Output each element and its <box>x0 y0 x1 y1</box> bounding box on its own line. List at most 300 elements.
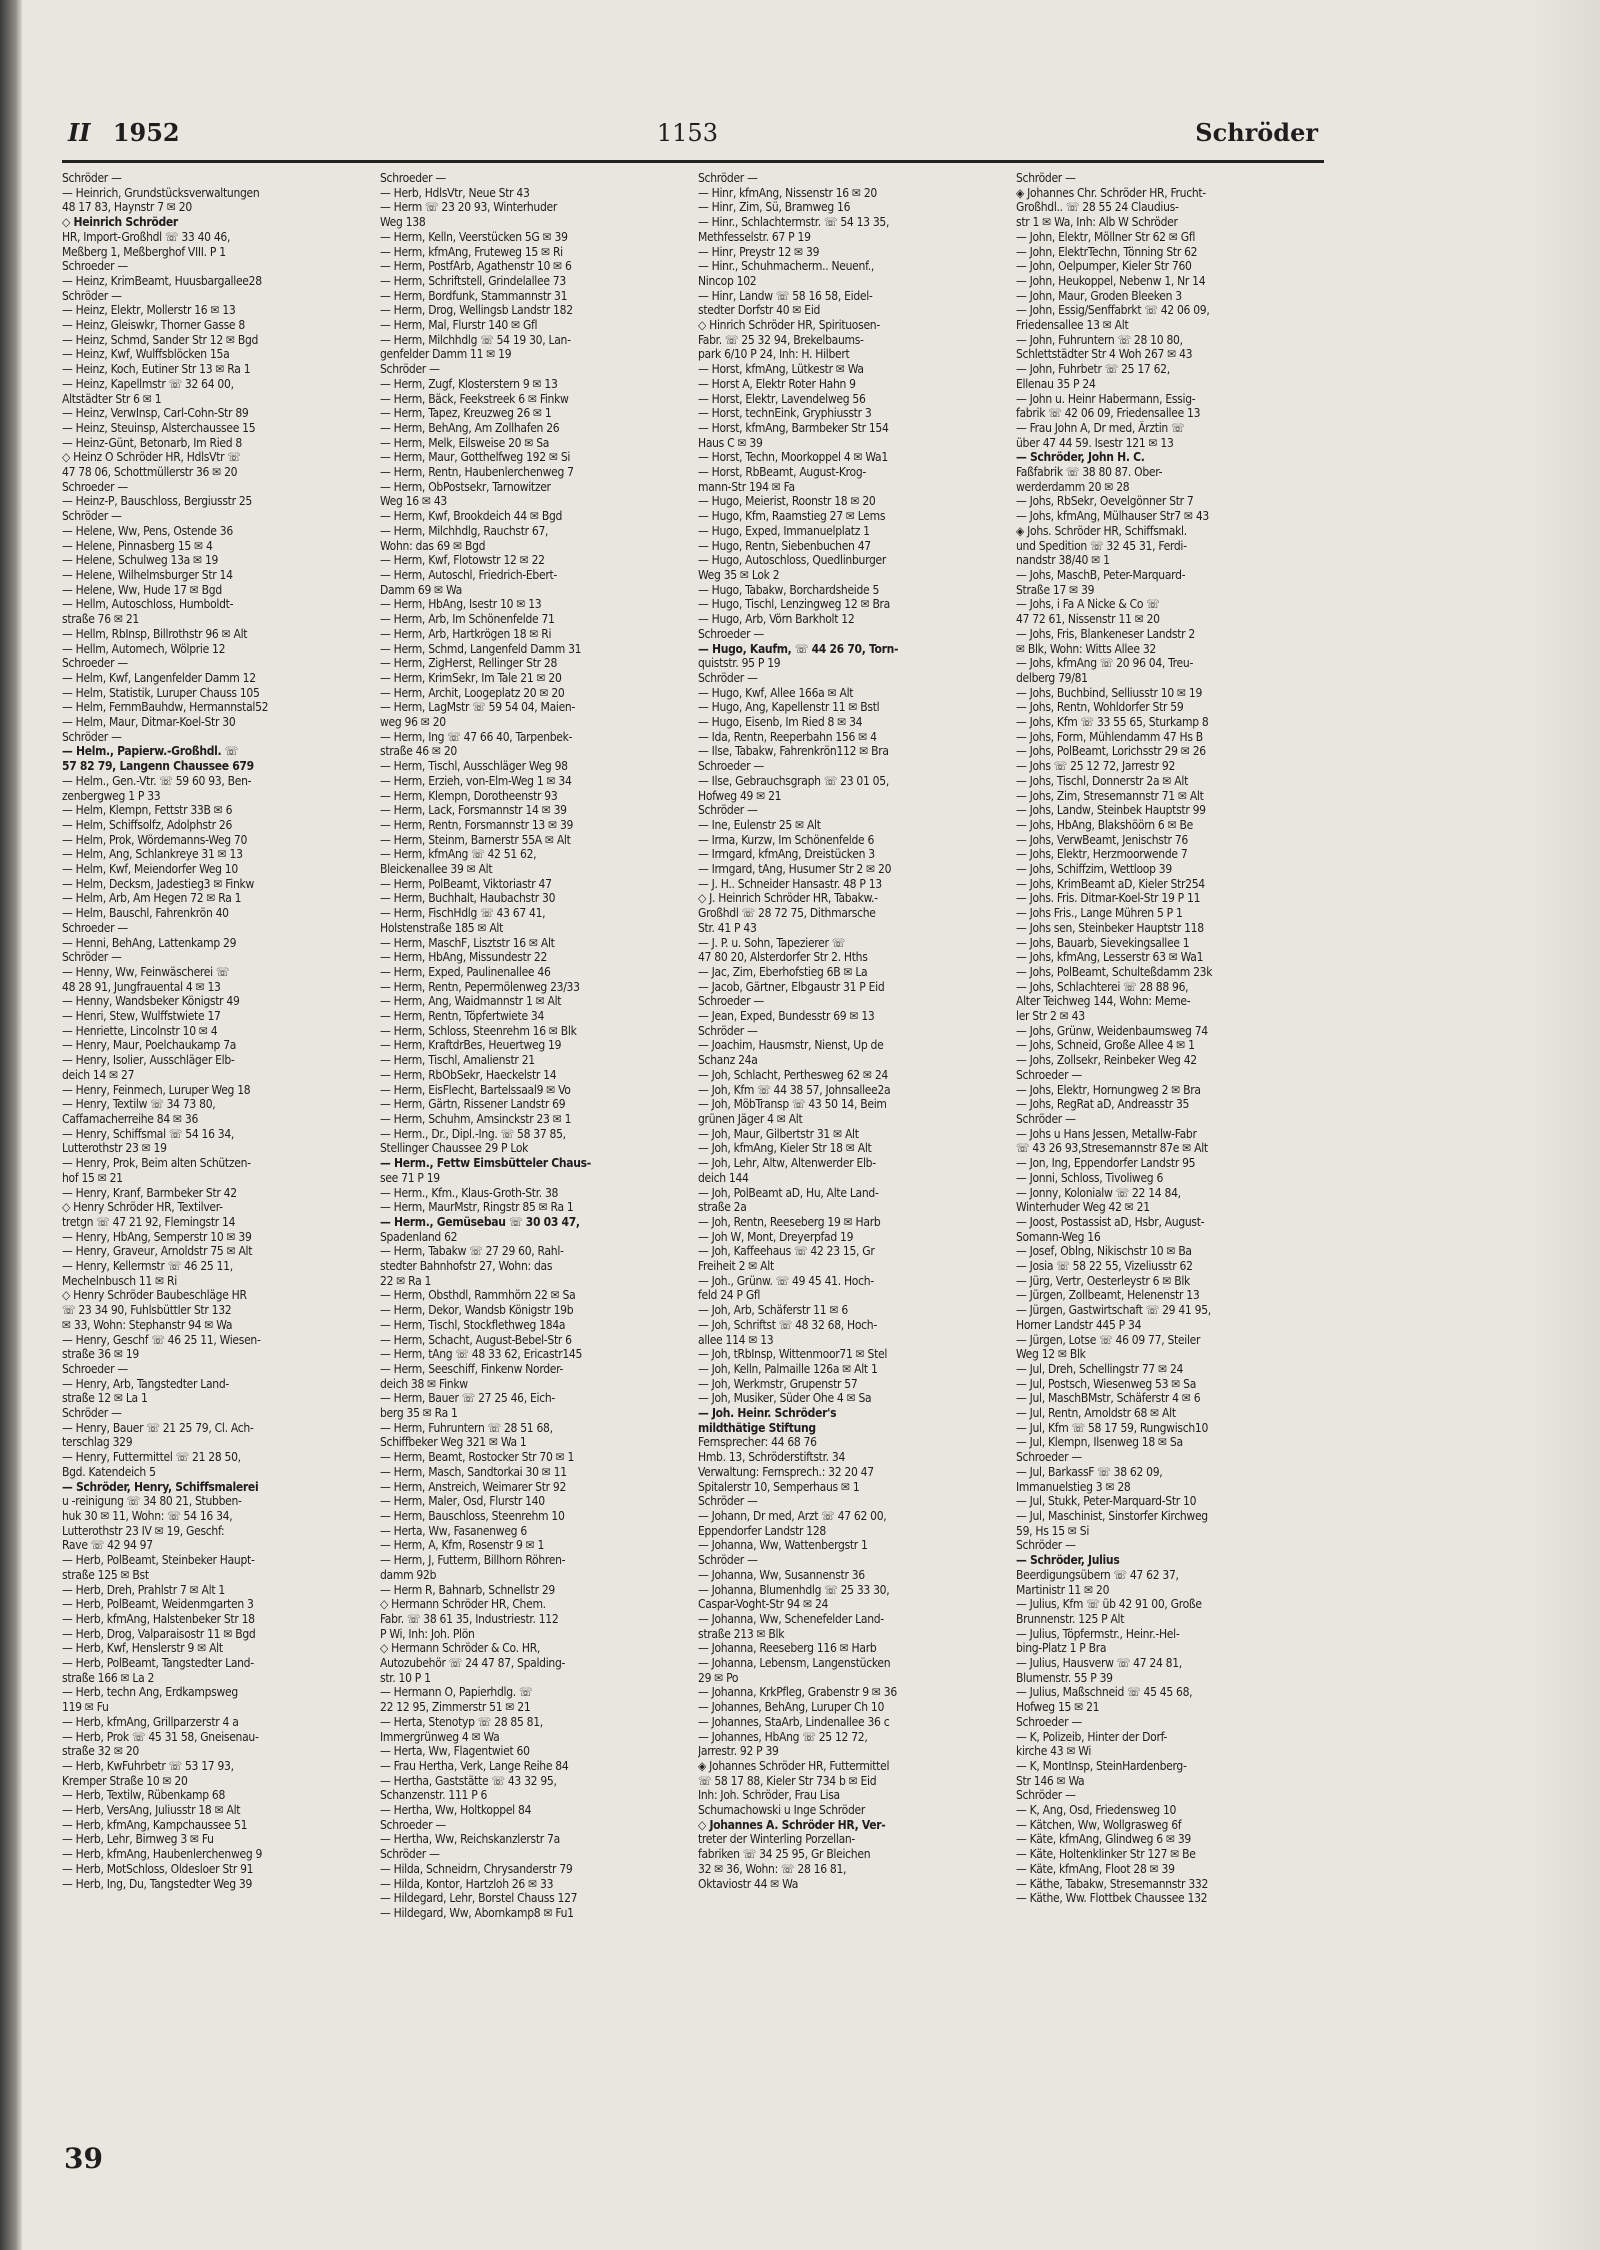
directory-entry-line: — Johs, Form, Mühlendamm 47 Hs B <box>1016 729 1203 744</box>
directory-entry-line: — Herm, HbAng, Isestr 10 ✉ 13 <box>380 597 542 612</box>
directory-entry-line: 22 12 95, Zimmerstr 51 ✉ 21 <box>380 1700 531 1715</box>
directory-entry-line: deich 14 ✉ 27 <box>62 1067 135 1082</box>
directory-entry-line: — Herm, EisFlecht, Bartelssaal9 ✉ Vo <box>380 1082 571 1097</box>
directory-entry-line: — Herm, Rentn, Forsmannstr 13 ✉ 39 <box>380 817 574 832</box>
directory-entry-line: — Herb, PolBeamt, Steinbeker Haupt- <box>62 1553 255 1568</box>
directory-entry-line: Nincop 102 <box>698 273 757 288</box>
directory-entry-line: — Jul, Klempn, Ilsenweg 18 ✉ Sa <box>1016 1435 1183 1450</box>
directory-entry-line: — Hinr., Schlachtermstr. ☏ 54 13 35, <box>698 215 890 230</box>
directory-entry-line: — Helene, Pinnasberg 15 ✉ 4 <box>62 538 213 553</box>
directory-entry-line: — Herm, Tabakw ☏ 27 29 60, Rahl- <box>380 1244 564 1259</box>
directory-entry-line: — Horst, Techn, Moorkoppel 4 ✉ Wa1 <box>698 450 888 465</box>
directory-entry-line: straße 166 ✉ La 2 <box>62 1670 155 1685</box>
directory-entry-line: — Hugo, Exped, Immanuelplatz 1 <box>698 523 870 538</box>
directory-entry-line: — Johs, HbAng, Blakshöörn 6 ✉ Be <box>1016 817 1193 832</box>
directory-entry-line: — Jonny, Kolonialw ☏ 22 14 84, <box>1016 1185 1181 1200</box>
directory-entry-line: — Herm, ZigHerst, Rellinger Str 28 <box>380 656 558 671</box>
directory-entry-line: — Käte, Holtenklinker Str 127 ✉ Be <box>1016 1847 1196 1862</box>
directory-entry-line: terschlag 329 <box>62 1435 133 1450</box>
directory-entry-line: — Herm, Maur, Gotthelfweg 192 ✉ Si <box>380 450 571 465</box>
directory-entry-line: — Herm, Ang, Waidmannstr 1 ✉ Alt <box>380 994 562 1009</box>
directory-entry-line: — Jul, Maschinist, Sinstorfer Kirchweg <box>1016 1508 1208 1523</box>
directory-entry-line: ☏ 43 26 93,Stresemannstr 87e ✉ Alt <box>1016 1141 1208 1156</box>
directory-entry-line: genfelder Damm 11 ✉ 19 <box>380 347 512 362</box>
directory-entry-line: park 6/10 P 24, Inh: H. Hilbert <box>698 347 850 362</box>
directory-entry-line: — Hugo, Ang, Kapellenstr 11 ✉ Bstl <box>698 700 880 715</box>
directory-entry-line: — Joh, Schlacht, Perthesweg 62 ✉ 24 <box>698 1067 888 1082</box>
directory-entry-line: straße 2a <box>698 1200 747 1215</box>
directory-entry-line: — Julius, Töpfermstr., Heinr.-Hel- <box>1016 1626 1180 1641</box>
directory-entry-line: 47 72 61, Nissenstr 11 ✉ 20 <box>1016 612 1160 627</box>
directory-entry-line: — Irmgard, kfmAng, Dreistücken 3 <box>698 847 875 862</box>
directory-entry-line: — Herm, Dekor, Wandsb Königstr 19b <box>380 1303 574 1318</box>
directory-entry-line: — Herb, techn Ang, Erdkampsweg <box>62 1685 238 1700</box>
directory-entry-line: straße 36 ✉ 19 <box>62 1347 139 1362</box>
directory-entry-line: — Herm, Obsthdl, Rammhörn 22 ✉ Sa <box>380 1288 576 1303</box>
directory-entry-line: Caffamacherreihe 84 ✉ 36 <box>62 1112 199 1126</box>
directory-entry-line: — Herm, Zugf, Klosterstern 9 ✉ 13 <box>380 376 558 391</box>
directory-entry-line: — Hugo, Tabakw, Borchardsheide 5 <box>698 582 880 597</box>
directory-entry-line: — Herm, Tischl, Stockflethweg 184a <box>380 1317 566 1332</box>
directory-entry-line: — John, Fuhrbetr ☏ 25 17 62, <box>1016 362 1170 377</box>
column-4 <box>1016 171 1320 2161</box>
directory-entry-line: Weg 138 <box>380 215 426 230</box>
directory-entry-line: — Helm, Bauschl, Fahrenkrön 40 <box>62 906 229 921</box>
directory-entry-line: Schröder — <box>62 509 122 524</box>
directory-entry-line: — Johannes, StaArb, Lindenallee 36 c <box>698 1714 890 1729</box>
directory-entry-line: Schröder — <box>62 288 122 303</box>
directory-entry-line: ◇ Hermann Schröder & Co. HR, <box>380 1641 541 1656</box>
directory-entry-line: — Herta, Stenotyp ☏ 28 85 81, <box>380 1714 543 1729</box>
directory-entry-line: Schröder — <box>1016 1112 1076 1126</box>
directory-entry-line: — Julius, Maßschneid ☏ 45 45 68, <box>1016 1685 1193 1700</box>
directory-entry-line: — Herb, PolBeamt, Weidenmgarten 3 <box>62 1597 254 1612</box>
directory-entry-line: — Johs, Grünw, Weidenbaumsweg 74 <box>1016 1023 1208 1038</box>
directory-entry-line: — Henry, Geschf ☏ 46 25 11, Wiesen- <box>62 1332 261 1347</box>
directory-entry-line: damm 92b <box>380 1567 437 1582</box>
directory-entry-line: — Hermann O, Papierhdlg. ☏ <box>380 1685 533 1700</box>
directory-entry-line: — Herm, Schuhm, Amsinckstr 23 ✉ 1 <box>380 1112 572 1126</box>
directory-entry-line: — Jürgen, Zollbeamt, Helenenstr 13 <box>1016 1288 1200 1303</box>
directory-entry-line: — Herm, Tapez, Kreuzweg 26 ✉ 1 <box>380 406 552 421</box>
directory-entry-line: — Frau Hertha, Verk, Lange Reihe 84 <box>380 1758 569 1773</box>
directory-entry-line: 119 ✉ Fu <box>62 1700 109 1715</box>
directory-entry-line: straße 32 ✉ 20 <box>62 1744 139 1759</box>
directory-entry-line: — Herm, Erzieh, von-Elm-Weg 1 ✉ 34 <box>380 773 572 788</box>
directory-entry-line: Schroeder — <box>698 626 764 641</box>
running-head-name: Schröder <box>1195 118 1318 147</box>
directory-entry-line: — Josia ☏ 58 22 55, Vizeliusstr 62 <box>1016 1259 1193 1274</box>
directory-entry-line: — Horst, RbBeamt, August-Krog- <box>698 465 867 480</box>
directory-entry-line: Immergrünweg 4 ✉ Wa <box>380 1729 500 1744</box>
directory-entry-line: Str 146 ✉ Wa <box>1016 1773 1085 1788</box>
directory-entry-line: — Johanna, Blumenhdlg ☏ 25 33 30, <box>698 1582 890 1597</box>
directory-entry-line: huk 30 ✉ 11, Wohn: ☏ 54 16 34, <box>62 1508 233 1523</box>
directory-entry-line: Holstenstraße 185 ✉ Alt <box>380 920 504 935</box>
directory-entry-line: — Johs, Schiffzim, Wettloop 39 <box>1016 862 1172 877</box>
directory-entry-line: — Heinz, Koch, Eutiner Str 13 ✉ Ra 1 <box>62 362 251 377</box>
directory-entry-line: Somann-Weg 16 <box>1016 1229 1101 1244</box>
directory-entry-line: — Heinz, Schmd, Sander Str 12 ✉ Bgd <box>62 332 259 347</box>
directory-entry-line: Schröder — <box>698 1023 758 1038</box>
header-volume-year <box>68 118 180 147</box>
directory-entry-line: 29 ✉ Po <box>698 1670 739 1685</box>
directory-entry-line: Schröder — <box>62 729 122 744</box>
directory-entry-line: Friedensallee 13 ✉ Alt <box>1016 318 1129 333</box>
directory-entry-line: — Hugo, Kfm, Raamstieg 27 ✉ Lems <box>698 509 886 524</box>
directory-entry-line: — Johs, Bauarb, Sievekingsallee 1 <box>1016 935 1190 950</box>
directory-entry-line: — Henry, Kranf, Barmbeker Str 42 <box>62 1185 237 1200</box>
directory-entry-line: Schröder — <box>1016 1788 1076 1803</box>
directory-entry-line: — Hinr, kfmAng, Nissenstr 16 ✉ 20 <box>698 185 877 200</box>
directory-entry-line: stedter Bahnhofstr 27, Wohn: das <box>380 1259 553 1274</box>
directory-entry-line: Schroeder — <box>1016 1714 1082 1729</box>
page-shadow <box>1530 0 1600 2250</box>
directory-entry-line: grünen Jäger 4 ✉ Alt <box>698 1112 803 1126</box>
page-number: 1153 <box>656 119 718 147</box>
directory-entry-line: — Herm, Rentn, Haubenlerchenweg 7 <box>380 465 574 480</box>
directory-entry-line: 57 82 79, Langenn Chaussee 679 <box>62 759 254 774</box>
directory-entry-line: — Helm, FernmBauhdw, Hermannstal52 <box>62 700 269 715</box>
directory-entry-line: — Herm, Arb, Hartkrögen 18 ✉ Ri <box>380 626 552 641</box>
directory-entry-line: ☏ 58 17 88, Kieler Str 734 b ✉ Eid <box>698 1773 877 1788</box>
directory-entry-line: Freiheit 2 ✉ Alt <box>698 1259 774 1274</box>
directory-entry-line: berg 35 ✉ Ra 1 <box>380 1406 458 1421</box>
directory-entry-line: Damm 69 ✉ Wa <box>380 582 462 597</box>
directory-entry-line: ☏ 23 34 90, Fuhlsbüttler Str 132 <box>62 1303 232 1318</box>
directory-entry-line: Kremper Straße 10 ✉ 20 <box>62 1773 188 1788</box>
directory-entry-line: ✉ 33, Wohn: Stephanstr 94 ✉ Wa <box>62 1317 233 1332</box>
directory-entry-line: — Herb, Textilw, Rübenkamp 68 <box>62 1788 226 1803</box>
directory-entry-line: — Herm, Masch, Sandtorkai 30 ✉ 11 <box>380 1464 567 1479</box>
directory-entry-line: — Joachim, Hausmstr, Nienst, Up de <box>698 1038 884 1053</box>
directory-entry-line: — Henry, Arb, Tangstedter Land- <box>62 1376 229 1391</box>
directory-entry-line: — Hellm, Autoschloss, Humboldt- <box>62 597 234 612</box>
directory-entry-line: Schroeder — <box>62 259 128 274</box>
directory-entry-line: — Irmgard, tAng, Husumer Str 2 ✉ 20 <box>698 862 892 877</box>
directory-entry-line: — Jul, Dreh, Schellingstr 77 ✉ 24 <box>1016 1361 1184 1376</box>
directory-entry-line: — Joh, Maur, Gilbertstr 31 ✉ Alt <box>698 1126 859 1141</box>
directory-entry-line: Schiffbeker Weg 321 ✉ Wa 1 <box>380 1435 527 1450</box>
directory-entry-line: — Joh, Arb, Schäferstr 11 ✉ 6 <box>698 1303 848 1318</box>
directory-entry-line: — Johs, PolBeamt, Schulteßdamm 23k <box>1016 964 1213 979</box>
directory-entry-line: ◈ Johs. Schröder HR, Schiffsmakl. <box>1016 523 1187 538</box>
directory-entry-line: ◇ Johannes A. Schröder HR, Ver- <box>698 1817 886 1832</box>
directory-entry-line: — Herm, Anstreich, Weimarer Str 92 <box>380 1479 567 1494</box>
directory-entry-line: Winterhuder Weg 42 ✉ 21 <box>1016 1200 1150 1215</box>
directory-entry-line: — Hugo, Arb, Vörn Barkholt 12 <box>698 612 855 627</box>
directory-entry-line: — John, Fuhruntern ☏ 28 10 80, <box>1016 332 1183 347</box>
directory-entry-line: Verwaltung: Fernsprech.: 32 20 47 <box>698 1464 874 1479</box>
directory-entry-line: Martinistr 11 ✉ 20 <box>1016 1582 1110 1597</box>
directory-entry-line: Schröder — <box>380 1847 440 1862</box>
directory-entry-line: — Herm., Fettw Eimsbütteler Chaus- <box>380 1156 591 1171</box>
directory-entry-line: — Herm, kfmAng ☏ 42 51 62, <box>380 847 537 862</box>
directory-entry-line: Hofweg 49 ✉ 21 <box>698 788 782 803</box>
directory-entry-line: str. 10 P 1 <box>380 1670 431 1685</box>
directory-entry-line: — Joh, Schriftst ☏ 48 32 68, Hoch- <box>698 1317 877 1332</box>
directory-entry-line: — Johs, RegRat aD, Andreasstr 35 <box>1016 1097 1190 1112</box>
directory-entry-line: — Henry, Schiffsmal ☏ 54 16 34, <box>62 1126 235 1141</box>
directory-entry-line: Schroeder — <box>62 656 128 671</box>
directory-entry-line: — Henny, Ww, Feinwäscherei ☏ <box>62 964 230 979</box>
directory-entry-line: — Ilse, Tabakw, Fahrenkrön112 ✉ Bra <box>698 744 889 759</box>
directory-entry-line: — Hugo, Meierist, Roonstr 18 ✉ 20 <box>698 494 876 509</box>
directory-entry-line: — John, Maur, Groden Bleeken 3 <box>1016 288 1182 303</box>
column-3 <box>698 171 1002 2161</box>
directory-entry-line: — Hugo, Eisenb, Im Ried 8 ✉ 34 <box>698 715 863 730</box>
directory-entry-line: — Helm., Papierw.-Großhdl. ☏ <box>62 744 238 759</box>
directory-entry-line: Fernsprecher: 44 68 76 <box>698 1435 817 1450</box>
directory-entry-line: — Johanna, KrkPfleg, Grabenstr 9 ✉ 36 <box>698 1685 897 1700</box>
directory-entry-line: u -reinigung ☏ 34 80 21, Stubben- <box>62 1494 242 1509</box>
directory-entry-line: — Hinr., Schuhmacherm.. Neuenf., <box>698 259 874 274</box>
directory-entry-line: — J. H.. Schneider Hansastr. 48 P 13 <box>698 876 882 891</box>
directory-entry-line: — Herm, Fuhruntern ☏ 28 51 68, <box>380 1420 553 1435</box>
directory-entry-line: — Herm, Autoschl, Friedrich-Ebert- <box>380 567 557 582</box>
directory-entry-line: ◇ Henry Schröder HR, Textilver- <box>62 1200 223 1215</box>
directory-entry-line: — Herm, Beamt, Rostocker Str 70 ✉ 1 <box>380 1450 575 1465</box>
directory-entry-line: — Jacob, Gärtner, Elbgaustr 31 P Eid <box>698 979 885 994</box>
directory-entry-line: — Henry, Prok, Beim alten Schützen- <box>62 1156 251 1171</box>
directory-entry-line: — Henry, Feinmech, Luruper Weg 18 <box>62 1082 251 1097</box>
directory-entry-line: — Herm, Lack, Forsmannstr 14 ✉ 39 <box>380 803 567 818</box>
directory-entry-line: — Hellm, Automech, Wölprie 12 <box>62 641 226 656</box>
directory-entry-line: — Herm, LagMstr ☏ 59 54 04, Maien- <box>380 700 576 715</box>
directory-entry-line: ◇ Hinrich Schröder HR, Spirituosen- <box>698 318 880 333</box>
directory-entry-line: straße 12 ✉ La 1 <box>62 1391 148 1406</box>
directory-entry-line: — Helm, Kwf, Meiendorfer Weg 10 <box>62 862 238 877</box>
directory-entry-line: Schroeder — <box>1016 1067 1082 1082</box>
directory-entry-line: bing-Platz 1 P Bra <box>1016 1641 1107 1656</box>
directory-entry-line: — John, Heukoppel, Nebenw 1, Nr 14 <box>1016 273 1206 288</box>
directory-entry-line: — Herm, Rentn, Töpfertwiete 34 <box>380 1009 545 1024</box>
directory-entry-line: 32 ✉ 36, Wohn: ☏ 28 16 81, <box>698 1861 847 1876</box>
volume-number: II <box>68 118 91 147</box>
directory-entry-line: — Johs. Fris. Ditmar-Koel-Str 19 P 11 <box>1016 891 1201 906</box>
directory-entry-line: — Ilse, Gebrauchsgraph ☏ 23 01 05, <box>698 773 889 788</box>
directory-entry-line: ler Str 2 ✉ 43 <box>1016 1009 1085 1024</box>
directory-entry-line: Bleickenallee 39 ✉ Alt <box>380 862 493 877</box>
directory-entry-line: — Herb, Lehr, Birnweg 3 ✉ Fu <box>62 1832 214 1847</box>
directory-entry-line: Hmb. 13, Schröderstiftstr. 34 <box>698 1450 846 1465</box>
directory-entry-line: — Johs, Schneid, Große Allee 4 ✉ 1 <box>1016 1038 1195 1053</box>
directory-entry-line: Weg 35 ✉ Lok 2 <box>698 567 780 582</box>
directory-entry-line: — Jul, Postsch, Wiesenweg 53 ✉ Sa <box>1016 1376 1197 1391</box>
directory-entry-line: Schanz 24a <box>698 1053 758 1068</box>
directory-entry-line: — Hildegard, Ww, Abornkamp8 ✉ Fu1 <box>380 1905 574 1920</box>
directory-entry-line: 48 17 83, Haynstr 7 ✉ 20 <box>62 200 192 215</box>
directory-entry-line: Schroeder — <box>62 920 128 935</box>
directory-entry-line: — Herm, FischHdlg ☏ 43 67 41, <box>380 906 546 921</box>
directory-entry-line: — Johs, Rentn, Wohldorfer Str 59 <box>1016 700 1184 715</box>
directory-entry-line: — Hugo, Kwf, Allee 166a ✉ Alt <box>698 685 854 700</box>
directory-entry-line: — Hugo, Tischl, Lenzingweg 12 ✉ Bra <box>698 597 890 612</box>
directory-entry-line: Schröder — <box>698 1494 758 1509</box>
directory-entry-line: P Wi, Inh: Joh. Plön <box>380 1626 475 1641</box>
directory-entry-line: — Johs, Landw, Steinbek Hauptstr 99 <box>1016 803 1206 818</box>
directory-entry-line: — Käte, kfmAng, Glindweg 6 ✉ 39 <box>1016 1832 1191 1847</box>
directory-entry-line: — Johs, kfmAng, Lesserstr 63 ✉ Wa1 <box>1016 950 1204 965</box>
column-2 <box>380 171 684 2161</box>
directory-entry-line: — Jonni, Schloss, Tivoliweg 6 <box>1016 1170 1164 1185</box>
directory-entry-line: — Herm, BehAng, Am Zollhafen 26 <box>380 420 560 435</box>
directory-entry-line: — Käthe, Tabakw, Stresemannstr 332 <box>1016 1876 1209 1891</box>
directory-entry-line: Meßberg 1, Meßberghof VIII. P 1 <box>62 244 226 259</box>
directory-entry-line: — Heinz, Kwf, Wulffsblöcken 15a <box>62 347 230 362</box>
directory-entry-line: — Helm, Klempn, Fettstr 33B ✉ 6 <box>62 803 233 818</box>
directory-entry-line: Stellinger Chaussee 29 P Lok <box>380 1141 529 1156</box>
directory-entry-line: — Herm, Schriftstell, Grindelallee 73 <box>380 273 566 288</box>
directory-entry-line: tretgn ☏ 47 21 92, Flemingstr 14 <box>62 1214 236 1229</box>
directory-entry-line: — Henriette, Lincolnstr 10 ✉ 4 <box>62 1023 218 1038</box>
directory-entry-line: fabrik ☏ 42 06 09, Friedensallee 13 <box>1016 406 1201 421</box>
directory-entry-line: — Helm., Gen.-Vtr. ☏ 59 60 93, Ben- <box>62 773 252 788</box>
directory-entry-line: — Herm, HbAng, Missundestr 22 <box>380 950 548 965</box>
directory-entry-line: Oktaviostr 44 ✉ Wa <box>698 1876 799 1891</box>
directory-entry-line: — Jul, Rentn, Arnoldstr 68 ✉ Alt <box>1016 1406 1176 1421</box>
directory-entry-line: — Herm, Arb, Im Schönenfelde 71 <box>380 612 555 627</box>
directory-entry-line: — Johanna, Reeseberg 116 ✉ Harb <box>698 1641 877 1656</box>
directory-entry-line: — Herm, Buchhalt, Haubachstr 30 <box>380 891 556 906</box>
directory-entry-line: — Hildegard, Lehr, Borstel Chauss 127 <box>380 1891 578 1906</box>
directory-entry-line: — Herm, Schloss, Steenrehm 16 ✉ Blk <box>380 1023 577 1038</box>
directory-entry-line: Schröder — <box>380 362 440 377</box>
directory-entry-line: — Joh, tRbInsp, Wittenmoor71 ✉ Stel <box>698 1347 888 1362</box>
directory-entry-line: ◇ Henry Schröder Baubeschläge HR <box>62 1288 247 1303</box>
directory-entry-line: straße 76 ✉ 21 <box>62 612 139 627</box>
directory-entry-line: Schröder — <box>1016 1538 1076 1553</box>
directory-entry-line: 48 28 91, Jungfrauental 4 ✉ 13 <box>62 979 221 994</box>
running-header <box>62 118 1324 158</box>
directory-entry-line: — Johs, Kfm ☏ 33 55 65, Sturkamp 8 <box>1016 715 1209 730</box>
directory-entry-line: Schröder — <box>698 171 758 185</box>
directory-entry-line: — Herm, Schacht, August-Bebel-Str 6 <box>380 1332 572 1347</box>
directory-entry-line: — Herm R, Bahnarb, Schnellstr 29 <box>380 1582 555 1597</box>
directory-entry-line: Schröder — <box>62 171 122 185</box>
directory-entry-line: — Hugo, Rentn, Siebenbuchen 47 <box>698 538 871 553</box>
directory-entry-line: — Herm, ObPostsekr, Tarnowitzer <box>380 479 551 494</box>
directory-entry-line: 47 78 06, Schottmüllerstr 36 ✉ 20 <box>62 465 238 480</box>
directory-entry-line: — Henry, Isolier, Ausschläger Elb- <box>62 1053 235 1068</box>
directory-entry-line: — Schröder, Henry, Schiffsmalerei <box>62 1479 259 1494</box>
directory-entry-line: — Frau John A, Dr med, Ärztin ☏ <box>1016 420 1185 435</box>
directory-entry-line: — Helm, Maur, Ditmar-Koel-Str 30 <box>62 715 236 730</box>
directory-entry-line: ◈ Johannes Schröder HR, Futtermittel <box>698 1758 890 1773</box>
directory-entry-line: hof 15 ✉ 21 <box>62 1170 123 1185</box>
directory-columns <box>62 171 1324 2161</box>
directory-entry-line: ◇ Heinz O Schröder HR, HdlsVtr ☏ <box>62 450 241 465</box>
directory-entry-line: Methfesselstr. 67 P 19 <box>698 229 811 244</box>
directory-entry-line: nandstr 38/40 ✉ 1 <box>1016 553 1110 568</box>
directory-entry-line: — Herb, HdlsVtr, Neue Str 43 <box>380 185 530 200</box>
directory-entry-line: — Hugo, Kaufm, ☏ 44 26 70, Torn- <box>698 641 899 656</box>
directory-entry-line: Immanuelstieg 3 ✉ 28 <box>1016 1479 1131 1494</box>
directory-entry-line: — Herm, Melk, Eilsweise 20 ✉ Sa <box>380 435 550 450</box>
directory-entry-line: treter der Winterling Porzellan- <box>698 1832 856 1847</box>
directory-entry-line: Schröder — <box>698 1553 758 1568</box>
directory-entry-line: — Henry, Bauer ☏ 21 25 79, Cl. Ach- <box>62 1420 254 1435</box>
directory-entry-line: Hofweg 15 ✉ 21 <box>1016 1700 1100 1715</box>
directory-entry-line: — Herm, Exped, Paulinenallee 46 <box>380 964 551 979</box>
directory-entry-line: — Johs, Tischl, Donnerstr 2a ✉ Alt <box>1016 773 1189 788</box>
directory-entry-line: deich 144 <box>698 1170 749 1185</box>
directory-entry-line: — Herm, tAng ☏ 48 33 62, Ericastr145 <box>380 1347 583 1362</box>
directory-entry-line: Spadenland 62 <box>380 1229 458 1244</box>
directory-entry-line: Lutterothstr 23 ✉ 19 <box>62 1141 167 1156</box>
directory-entry-line: — Johs Fris., Lange Mühren 5 P 1 <box>1016 906 1183 921</box>
directory-entry-line: — Herm, Gärtn, Rissener Landstr 69 <box>380 1097 566 1112</box>
directory-entry-line: — Jon, Ing, Eppendorfer Landstr 95 <box>1016 1156 1196 1171</box>
directory-entry-line: — Herm, RbObSekr, Haeckelstr 14 <box>380 1067 557 1082</box>
directory-entry-line: — Herb, kfmAng, Kampchaussee 51 <box>62 1817 248 1832</box>
directory-entry-line: — Herta, Ww, Fasanenweg 6 <box>380 1523 527 1538</box>
directory-entry-line: Schröder — <box>698 670 758 685</box>
directory-entry-line: Str. 41 P 43 <box>698 920 757 935</box>
directory-entry-line: — Jul, Stukk, Peter-Marquard-Str 10 <box>1016 1494 1197 1509</box>
directory-entry-line: — John, ElektrTechn, Tönning Str 62 <box>1016 244 1198 259</box>
directory-entry-line: Spitalerstr 10, Semperhaus ✉ 1 <box>698 1479 860 1494</box>
directory-entry-line: — Johanna, Lebensm, Langenstücken <box>698 1656 891 1671</box>
directory-entry-line: Altstädter Str 6 ✉ 1 <box>62 391 162 406</box>
directory-entry-line: — Herm, Bauer ☏ 27 25 46, Eich- <box>380 1391 556 1406</box>
directory-entry-line: — Herta, Ww, Flagentwiet 60 <box>380 1744 530 1759</box>
directory-entry-line: — Jul, Kfm ☏ 58 17 59, Rungwisch10 <box>1016 1420 1209 1435</box>
directory-entry-line: Fabr. ☏ 38 61 35, Industriestr. 112 <box>380 1611 559 1626</box>
directory-entry-line: 22 ✉ Ra 1 <box>380 1273 432 1288</box>
directory-entry-line: — Joh, MöbTransp ☏ 43 50 14, Beim <box>698 1097 887 1112</box>
directory-entry-line: Weg 12 ✉ Blk <box>1016 1347 1086 1362</box>
directory-entry-line: — Julius, Kfm ☏ üb 42 91 00, Große <box>1016 1597 1202 1612</box>
directory-entry-line: — Herm, Bauschloss, Steenrehm 10 <box>380 1508 565 1523</box>
directory-entry-line: — Herb, Drog, Valparaisostr 11 ✉ Bgd <box>62 1626 256 1641</box>
directory-entry-line: — Johs sen, Steinbeker Hauptstr 118 <box>1016 920 1204 935</box>
directory-entry-line: ◇ Hermann Schröder HR, Chem. <box>380 1597 546 1612</box>
directory-entry-line: — Johannes, BehAng, Luruper Ch 10 <box>698 1700 885 1715</box>
directory-entry-line: — Herm, KraftdrBes, Heuertweg 19 <box>380 1038 562 1053</box>
directory-entry-line: — Helene, Ww, Pens, Ostende 36 <box>62 523 233 538</box>
directory-entry-line: — Herb, kfmAng, Haubenlerchenweg 9 <box>62 1847 263 1862</box>
directory-entry-line: — Herm, PostfArb, Agathenstr 10 ✉ 6 <box>380 259 572 274</box>
directory-entry-line: — Henry, Graveur, Arnoldstr 75 ✉ Alt <box>62 1244 253 1259</box>
directory-entry-line: Großhdl ☏ 28 72 75, Dithmarsche <box>698 906 876 921</box>
directory-entry-line: Schröder — <box>62 950 122 965</box>
directory-entry-line: — Henri, Stew, Wulffstwiete 17 <box>62 1009 221 1024</box>
directory-entry-line: — Herm, Mal, Flurstr 140 ✉ Gfl <box>380 318 538 333</box>
directory-entry-line: Straße 17 ✉ 39 <box>1016 582 1095 597</box>
directory-entry-line: — Jürg, Vertr, Oesterleystr 6 ✉ Blk <box>1016 1273 1190 1288</box>
directory-entry-line: — Henry, Kellermstr ☏ 46 25 11, <box>62 1259 233 1274</box>
directory-entry-line: Blumenstr. 55 P 39 <box>1016 1670 1113 1685</box>
directory-entry-line: Inh: Joh. Schröder, Frau Lisa <box>698 1788 840 1803</box>
directory-entry-line: — Horst, kfmAng, Lütkestr ✉ Wa <box>698 362 864 377</box>
directory-entry-line: — Hertha, Ww, Holtkoppel 84 <box>380 1803 532 1818</box>
directory-entry-line: — Helm, Prok, Wördemanns-Weg 70 <box>62 832 248 847</box>
directory-entry-line: stedter Dorfstr 40 ✉ Eid <box>698 303 821 318</box>
directory-entry-line: — Herb, kfmAng, Halstenbeker Str 18 <box>62 1611 255 1626</box>
directory-entry-line: — K, Polizeib, Hinter der Dorf- <box>1016 1729 1168 1744</box>
directory-entry-line: — Herm., Kfm., Klaus-Groth-Str. 38 <box>380 1185 559 1200</box>
directory-entry-line: — Josef, Oblng, Nikischstr 10 ✉ Ba <box>1016 1244 1192 1259</box>
directory-entry-line: Caspar-Voght-Str 94 ✉ 24 <box>698 1597 829 1612</box>
directory-entry-line: — Herm, Milchhdlg, Rauchstr 67, <box>380 523 549 538</box>
directory-entry-line: Fabr. ☏ 25 32 94, Brekelbaums- <box>698 332 864 347</box>
directory-entry-line: — Jean, Exped, Bundesstr 69 ✉ 13 <box>698 1009 875 1024</box>
directory-entry-line: — Johs, VerwBeamt, Jenischstr 76 <box>1016 832 1188 847</box>
directory-entry-line: — Herm, Kwf, Brookdeich 44 ✉ Bgd <box>380 509 563 524</box>
book-binding-edge <box>0 0 22 2250</box>
directory-entry-line: — Ine, Eulenstr 25 ✉ Alt <box>698 817 821 832</box>
